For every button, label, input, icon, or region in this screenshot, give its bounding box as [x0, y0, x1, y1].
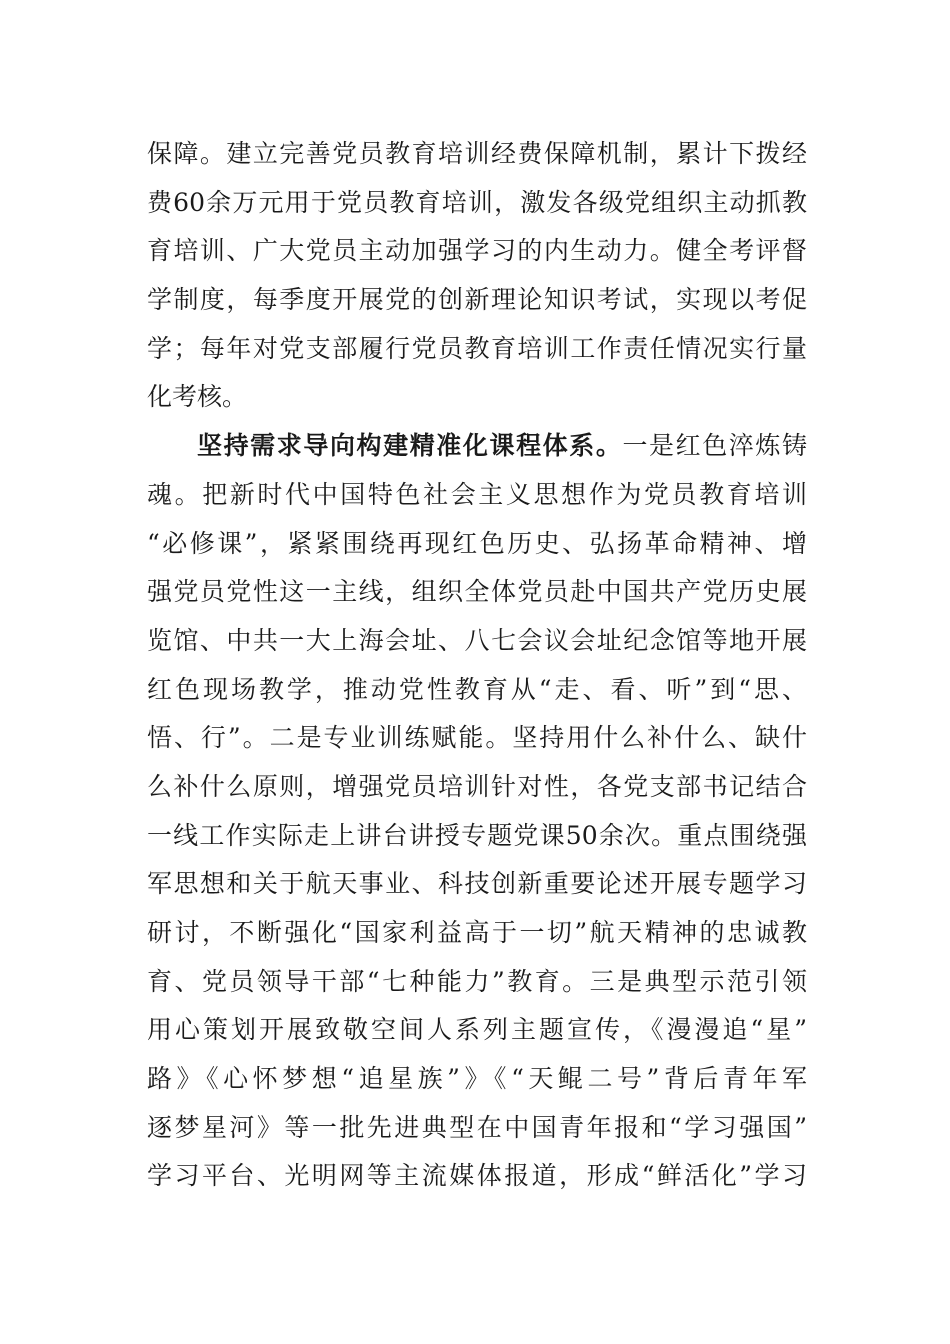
paragraph-heading: 坚持需求导向构建精准化课程体系。: [197, 431, 623, 461]
text-line: 用心策划开展致敬空间人系列主题宣传，《漫漫追“星”: [147, 1015, 807, 1045]
paragraph-first-text: 一是红色淬炼铸: [622, 431, 807, 461]
text-line: 魂。把新时代中国特色社会主义思想作为党员教育培训: [147, 479, 807, 509]
text-line: “必修课”，紧紧围绕再现红色历史、弘扬革命精神、增: [147, 528, 807, 558]
text-line: 保障。建立完善党员教育培训经费保障机制，累计下拨经: [147, 139, 807, 168]
text-line: 学习平台、光明网等主流媒体报道，形成“鲜活化”学习: [147, 1161, 807, 1191]
text-line: 研讨，不断强化“国家利益高于一切”航天精神的忠诚教: [147, 918, 807, 947]
text-line: 学；每年对党支部履行党员教育培训工作责任情况实行量: [147, 333, 807, 363]
text-line: 强党员党性这一主线，组织全体党员赴中国共产党历史展: [147, 577, 807, 607]
text-line: 红色现场教学，推动党性教育从“走、看、听”到“思、: [147, 674, 807, 704]
text-line: 军思想和关于航天事业、科技创新重要论述开展专题学习: [147, 869, 807, 899]
text-line: 费60余万元用于党员教育培训，激发各级党组织主动抓教: [147, 187, 807, 217]
text-line: 化考核。: [147, 382, 248, 412]
text-line: 学制度，每季度开展党的创新理论知识考试，实现以考促: [147, 285, 807, 315]
text-line: 么补什么原则，增强党员培训针对性，各党支部书记结合: [147, 771, 807, 801]
paragraph-first-line: [147, 422, 807, 471]
text-line: 悟、行”。二是专业训练赋能。坚持用什么补什么、缺什: [147, 723, 807, 753]
text-line: 览馆、中共一大上海会址、八七会议会址纪念馆等地开展: [147, 625, 807, 655]
text-line: 一线工作实际走上讲台讲授专题党课50余次。重点围绕强: [147, 820, 807, 850]
text-line: 路》《心怀梦想“追星族”》《“天鲲二号”背后青年军: [147, 1064, 807, 1094]
text-line: 育、党员领导干部“七种能力”教育。三是典型示范引领: [147, 966, 807, 996]
text-line: 育培训、广大党员主动加强学习的内生动力。健全考评督: [147, 236, 807, 266]
body-text: [147, 130, 807, 1201]
text-line: 逐梦星河》等一批先进典型在中国青年报和“学习强国”: [147, 1112, 807, 1142]
